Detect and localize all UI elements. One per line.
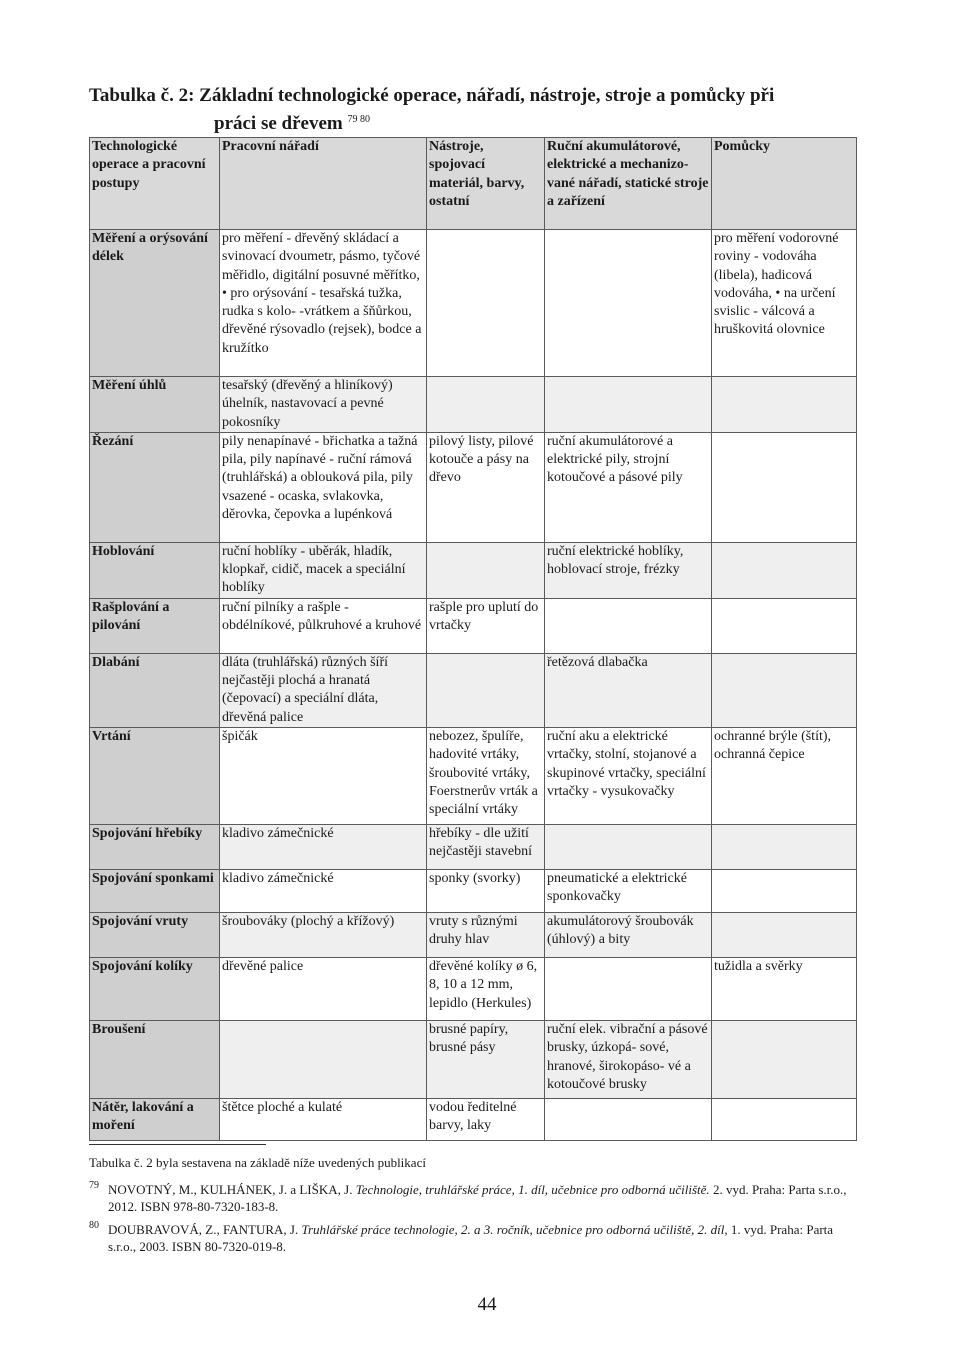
operation-cell: Dlabání xyxy=(90,653,220,727)
operation-cell: Měření a orýsování délek xyxy=(90,230,220,377)
table-cell xyxy=(545,1098,712,1140)
page-number: 44 xyxy=(477,1294,497,1315)
operation-cell: Měření úhlů xyxy=(90,377,220,433)
table-cell: dláta (truhlářská) různých šíří nejčastěji plochá a hranatá (čepovací) a speciální dláta, dřevěná palice xyxy=(220,653,427,727)
table-row xyxy=(90,1020,857,1098)
table-cell xyxy=(712,377,857,433)
table-cell: ruční aku a elektrické vrtačky, stolní, stojanové a skupinové vrtačky, speciální vrtačky - vysukovačky xyxy=(545,727,712,824)
operation-cell: Hoblování xyxy=(90,542,220,598)
header-cell: Nástroje, spojovací materiál, barvy, ostatní xyxy=(427,138,545,230)
table-row xyxy=(90,957,857,1020)
table-cell: pily nenapínavé - břichatka a tažná pila, pily napínavé - ruční rámová (truhlářská) a oblouková pila, pily vsazené - ocaska, svlakovka, děrovka, čepovka a lupénková xyxy=(220,432,427,542)
table-cell xyxy=(545,957,712,1020)
table-cell: vodou ředitelné barvy, laky xyxy=(427,1098,545,1140)
operation-cell: Spojování hřebíky xyxy=(90,824,220,869)
table-cell: pneumatické a elektrické sponkovačky xyxy=(545,869,712,912)
operation-cell: Spojování vruty xyxy=(90,912,220,957)
table-cell: šroubováky (plochý a křížový) xyxy=(220,912,427,957)
table-cell: nebozez, špulíře, hadovité vrtáky, šroubovité vrtáky, Foerstnerův vrták a speciální vrtáky xyxy=(427,727,545,824)
table-row xyxy=(90,230,857,377)
table-row xyxy=(90,1098,857,1140)
table-cell xyxy=(712,824,857,869)
table-cell: sponky (svorky) xyxy=(427,869,545,912)
table-cell: pro měření - dřevěný skládací a svinovací dvoumetr, pásmo, tyčové měřidlo, digitální posuvné měřítko, • pro orýsování - tesařská tužka, rudka s kolo- -vrátkem a šňůrkou, dřevěné rýsovadlo (rejsek), bodce a kružítko xyxy=(220,230,427,377)
table-cell: ruční akumulátorové a elektrické pily, strojní kotoučové a pásové pily xyxy=(545,432,712,542)
table-caption xyxy=(89,84,869,136)
table-cell: dřevěné kolíky ø 6, 8, 10 a 12 mm, lepidlo (Herkules) xyxy=(427,957,545,1020)
table-cell xyxy=(427,653,545,727)
footnote-number: 80 xyxy=(89,1220,99,1231)
header-cell: Pomůcky xyxy=(712,138,857,230)
table-cell: dřevěné palice xyxy=(220,957,427,1020)
table-row xyxy=(90,542,857,598)
table-cell: ruční hoblíky - uběrák, hladík, klopkař, cidič, macek a speciální hoblíky xyxy=(220,542,427,598)
table-row xyxy=(90,377,857,433)
table-row xyxy=(90,432,857,542)
footnote-79 xyxy=(89,1181,859,1215)
table-cell xyxy=(712,653,857,727)
table-cell xyxy=(712,542,857,598)
header-cell: Ruční akumulátorové, elektrické a mechanizo- vané nářadí, statické stroje a zařízení xyxy=(545,138,712,230)
caption-line-1: Tabulka č. 2: Základní technologické operace, nářadí, nástroje, stroje a pomůcky při xyxy=(89,85,775,106)
footnote-text: NOVOTNÝ, M., KULHÁNEK, J. a LIŠKA, J. Technologie, truhlářské práce, 1. díl, učebnice pro odborná učiliště. 2. vyd. Praha: Parta s.r.o., 2012. ISBN 978-80-7320-183-8. xyxy=(108,1182,847,1214)
operation-cell: Řezání xyxy=(90,432,220,542)
table-cell xyxy=(712,869,857,912)
table-cell: brusné papíry, brusné pásy xyxy=(427,1020,545,1098)
table-cell xyxy=(712,432,857,542)
table-cell xyxy=(712,1098,857,1140)
table-cell xyxy=(427,377,545,433)
header-cell: Pracovní nářadí xyxy=(220,138,427,230)
table-cell: rašple pro uplutí do vrtačky xyxy=(427,598,545,653)
table-row xyxy=(90,727,857,824)
table-cell: pro měření vodorovné roviny - vodováha (libela), hadicová vodováha, • na určení svislic - válcová a hruškovitá olovnice xyxy=(712,230,857,377)
footnote-separator xyxy=(89,1144,266,1145)
operation-cell: Broušení xyxy=(90,1020,220,1098)
operation-cell: Nátěr, lakování a moření xyxy=(90,1098,220,1140)
table-cell: hřebíky - dle užití nejčastěji stavební xyxy=(427,824,545,869)
table-row xyxy=(90,824,857,869)
table-cell: špičák xyxy=(220,727,427,824)
table-cell: ruční pilníky a rašple - obdélníkové, půlkruhové a kruhové xyxy=(220,598,427,653)
table-cell xyxy=(712,912,857,957)
footnote-intro: Tabulka č. 2 byla sestavena na základě níže uvedených publikací xyxy=(89,1155,426,1170)
table-cell xyxy=(712,598,857,653)
table-cell xyxy=(545,598,712,653)
table-cell: ruční elek. vibrační a pásové brusky, úzkopá- sové, hranové, širokopáso- vé a kotoučové brusky xyxy=(545,1020,712,1098)
footnote-text: DOUBRAVOVÁ, Z., FANTURA, J. Truhlářské práce technologie, 2. a 3. ročník, učebnice pro odborná učiliště, 2. díl, 1. vyd. Praha: Parta s.r.o., 2003. ISBN 80-7320-019-8. xyxy=(108,1222,834,1254)
table-cell: pilový listy, pilové kotouče a pásy na dřevo xyxy=(427,432,545,542)
tools-table xyxy=(89,137,857,1141)
table-cell xyxy=(545,230,712,377)
table-header-row xyxy=(90,138,857,230)
table-cell: štětce ploché a kulaté xyxy=(220,1098,427,1140)
table-row xyxy=(90,598,857,653)
table-row xyxy=(90,653,857,727)
operation-cell: Spojování sponkami xyxy=(90,869,220,912)
table-cell: akumulátorový šroubovák (úhlový) a bity xyxy=(545,912,712,957)
table-cell: ruční elektrické hoblíky, hoblovací stroje, frézky xyxy=(545,542,712,598)
table-cell: vruty s různými druhy hlav xyxy=(427,912,545,957)
header-cell: Technologické operace a pracovní postupy xyxy=(90,138,220,230)
table-row xyxy=(90,869,857,912)
footnote-80 xyxy=(89,1221,859,1255)
table-cell: tesařský (dřevěný a hliníkový) úhelník, nastavovací a pevné pokosníky xyxy=(220,377,427,433)
table-cell xyxy=(545,824,712,869)
table-cell: řetězová dlabačka xyxy=(545,653,712,727)
caption-refs: 79 80 xyxy=(347,114,370,125)
table-cell xyxy=(427,542,545,598)
caption-line-2: práci se dřevem $^{79 80}$ xyxy=(214,113,370,134)
operation-cell: Rašplování a pilování xyxy=(90,598,220,653)
table-row xyxy=(90,912,857,957)
table-cell xyxy=(545,377,712,433)
table-cell xyxy=(712,1020,857,1098)
table-cell: ochranné brýle (štít), ochranná čepice xyxy=(712,727,857,824)
operation-cell: Vrtání xyxy=(90,727,220,824)
footnote-number: 79 xyxy=(89,1180,99,1191)
table-cell: kladivo zámečnické xyxy=(220,869,427,912)
table-cell xyxy=(427,230,545,377)
operation-cell: Spojování kolíky xyxy=(90,957,220,1020)
table-cell: kladivo zámečnické xyxy=(220,824,427,869)
table-cell: tužidla a svěrky xyxy=(712,957,857,1020)
table-cell xyxy=(220,1020,427,1098)
